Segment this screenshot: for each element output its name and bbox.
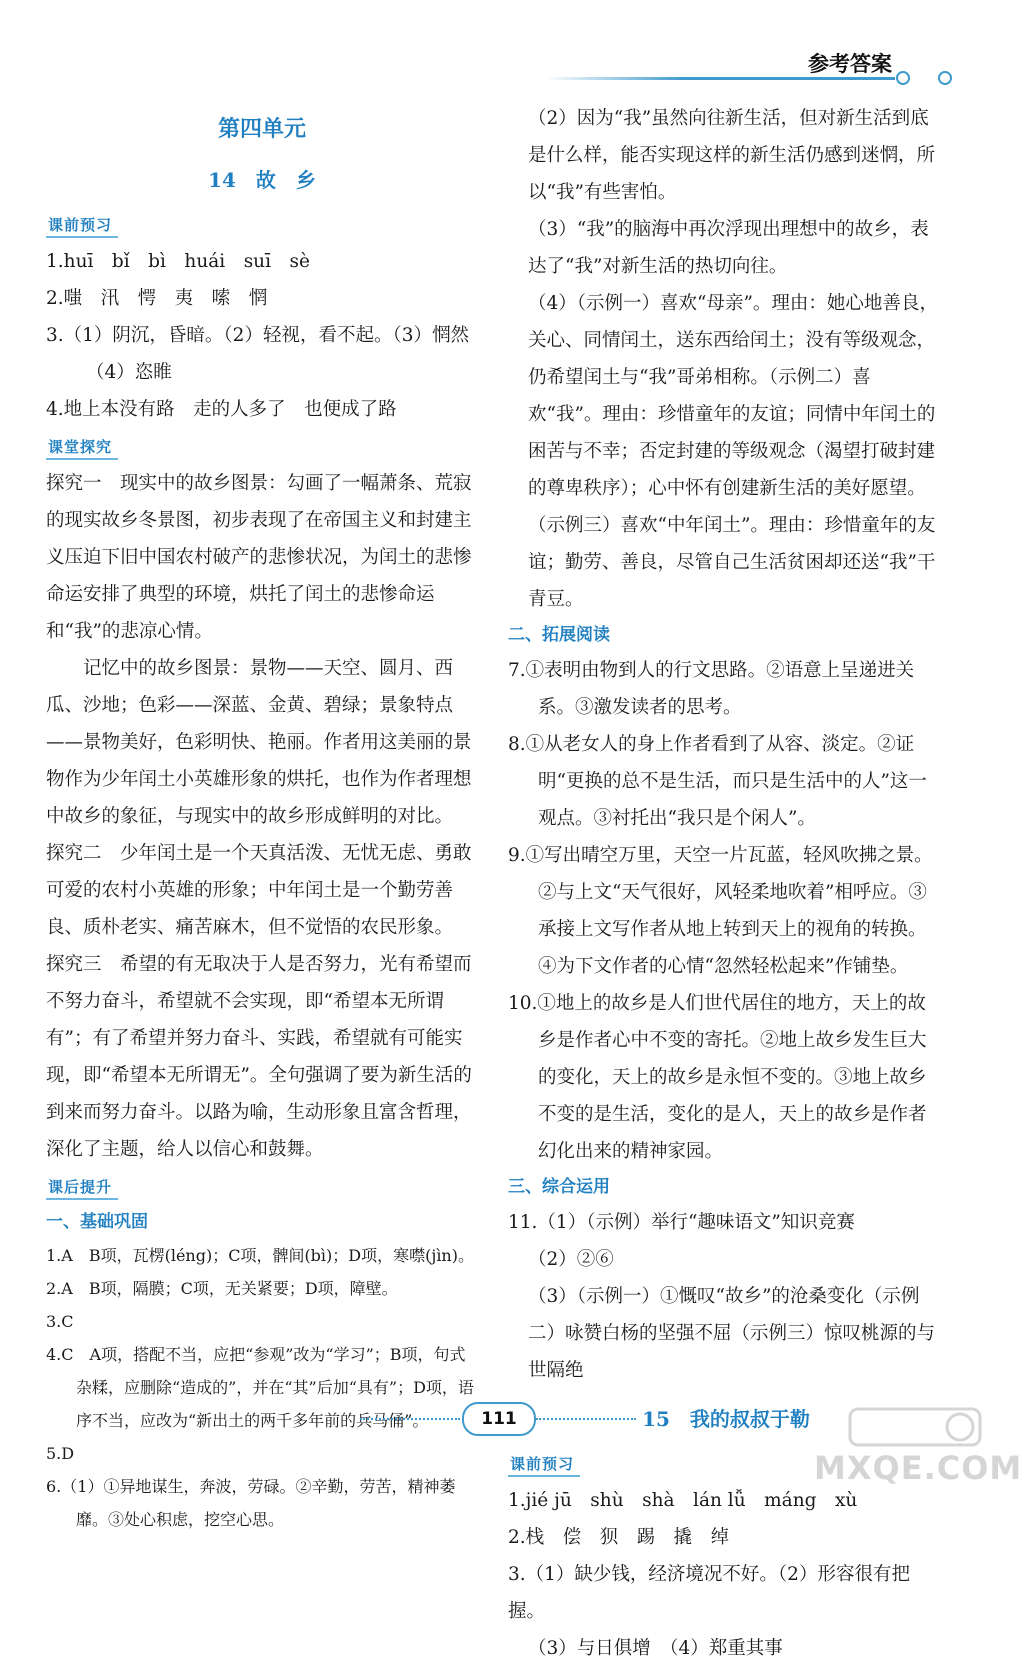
explore-one: 探究一 现实中的故乡图景：勾画了一幅萧条、荒寂的现实故乡冬景图，初步表现了在帝国主义和封建主义压迫下旧中国农村破产的悲惨状况，为闰土的悲惨命运安排了典型的环境，烘托了闰土的悲惨命运和“我”的悲凉心情。: [46, 473, 472, 642]
answer-line: 3.C: [46, 1312, 74, 1331]
explore-one-memory: 记忆中的故乡图景：景物——天空、圆月、西瓜、沙地；色彩——深蓝、金黄、碧绿；景象特点——景物美好，色彩明快、艳丽。作者用这美丽的景物作为少年闰土小英雄形象的烘托，也作为作者理想中故乡的象征，与现实中的故乡形成鲜明的对比。: [46, 658, 472, 827]
answer-line: 3.（1）缺少钱，经济境况不好。（2）形容很有把握。: [508, 1564, 910, 1622]
header-dot-2: [938, 71, 952, 85]
header-rule: [545, 77, 895, 80]
answer-line: 4.C A项，搭配不当，应把“参观”改为“学习”；B项，句式杂糅，应删除“造成的”，并在“其”后加“具有”；D项，语序不当，应改为“新出土的两千多年前的兵马俑”。: [46, 1345, 474, 1430]
answer-line: （3）“我”的脑海中再次浮现出理想中的故乡，表达了“我”对新生活的热切向往。: [528, 219, 929, 277]
answer-line: 8.①从老女人的身上作者看到了从容、淡定。②证明“更换的总不是生活，而只是生活中的人”这一观点。③衬托出“我只是个闲人”。: [508, 734, 927, 829]
answer-line: 7.①表明由物到人的行文思路。②语意上呈递进关系。③激发读者的思考。: [508, 660, 915, 718]
answer-line: 10.①地上的故乡是人们世代居住的地方，天上的故乡是作者心中不变的寄托。②地上故乡发生巨大的变化，天上的故乡是永恒不变的。③地上故乡不变的是生活，变化的是人，天上的故乡是作者幻化出来的精神家园。: [508, 993, 927, 1162]
class-explore-tag: 课堂探究: [46, 437, 118, 460]
answer-line: 4.地上本没有路 走的人多了 也便成了路: [46, 399, 397, 420]
extended-reading-title: 二、拓展阅读: [508, 625, 610, 645]
answer-line: 1.huī bǐ bì huái suī sè: [46, 251, 310, 272]
watermark-text: MXQE.COM: [814, 1449, 1022, 1487]
answer-line: （4）（示例一）喜欢“母亲”。理由：她心地善良，关心、同情闰土，送东西给闰土；没有等级观念，仍希望闰土与“我”哥弟相称。（示例二）喜欢“我”。理由：珍惜童年的友谊；同情中年闰土的困苦与不幸；否定封建的等级观念（渴望打破封建的尊卑秩序）；心中怀有创建新生活的美好愿望。（示例三）喜欢“中年闰土”。理由：珍惜童年的友谊；勤劳、善良，尽管自己生活贫困却还送“我”干青豆。: [528, 293, 938, 610]
answer-line: （2）②⑥: [528, 1249, 614, 1270]
explore-three: 探究三 希望的有无取决于人是否努力，光有希望而不努力奋斗，希望就不会实现，即“希望本无所谓有”；有了希望并努力奋斗、实践，希望就有可能实现，即“希望本无所谓无”。全句强调了要为新生活的到来而努力奋斗。以路为喻，生动形象且富含哲理，深化了主题，给人以信心和鼓舞。: [46, 954, 472, 1160]
answer-line: 3.（1）阴沉，昏暗。（2）轻视，看不起。（3）惘然: [46, 325, 469, 346]
watermark-stamp-icon: [810, 1405, 990, 1449]
explore-two: 探究二 少年闰土是一个天真活泼、无忧无虑、勇敢可爱的农村小英雄的形象；中年闰土是一个勤劳善良、质朴老实、痛苦麻木，但不觉悟的农民形象。: [46, 843, 472, 938]
watermark-logo: [810, 1405, 1022, 1487]
answer-line: 2.栈 偿 狈 踢 撬 绰: [508, 1527, 730, 1548]
lesson-15-title: 15 我的叔叔于勒: [642, 1407, 810, 1431]
answer-line: （4）恣睢: [86, 362, 172, 383]
header-dot-1: [896, 71, 910, 85]
answer-line: 6.（1）①异地谋生，奔波，劳碌。②辛勤，劳苦，精神萎靡。③处心积虑，挖空心思。: [46, 1477, 456, 1529]
lesson-title: 14 故 乡: [208, 168, 316, 192]
answer-line: 5.D: [46, 1444, 75, 1463]
unit-title: 第四单元: [217, 117, 306, 142]
left-column: [46, 100, 478, 1536]
pre-study-tag: 课前预习: [46, 215, 118, 238]
answer-line: 11.（1）（示例）举行“趣味语文”知识竞赛: [508, 1212, 855, 1233]
comprehensive-title: 三、综合运用: [508, 1177, 610, 1197]
footer-dots-left: [360, 1418, 460, 1420]
header-label: 参考答案: [808, 52, 892, 76]
answer-line: 2.A B项，隔膜；C项，无关紧要；D项，障壁。: [46, 1279, 398, 1298]
footer-dots-right: [536, 1418, 636, 1420]
basic-section-title: 一、基础巩固: [46, 1212, 148, 1232]
answer-line: 1.jié jū shù shà lán lǚ máng xù: [508, 1490, 858, 1511]
answer-line: 1.A B项，瓦楞(léng)；C项，髀间(bì)；D项，寒噤(jìn)。: [46, 1246, 474, 1265]
page-number: 111: [462, 1402, 536, 1436]
answer-line: 9.①写出晴空万里，天空一片瓦蓝，轻风吹拂之景。②与上文“天气很好，风轻柔地吹着”相呼应。③承接上文写作者从地上转到天上的视角的转换。④为下文作者的心情“忽然轻松起来”作铺垫。: [508, 845, 933, 977]
answer-line: 2.嗤 汛 愕 夷 嗦 惘: [46, 288, 268, 309]
answer-line: （3）（示例一）①慨叹“故乡”的沧桑变化（示例二）咏赞白杨的坚强不屈（示例三）惊叹桃源的与世隔绝: [528, 1286, 936, 1381]
answer-line: （3）与日俱增 （4）郑重其事: [528, 1638, 783, 1659]
pre-study-tag-15: 课前预习: [508, 1454, 580, 1477]
after-class-tag: 课后提升: [46, 1177, 118, 1200]
answer-line: （2）因为“我”虽然向往新生活，但对新生活到底是什么样，能否实现这样的新生活仍感到迷惘，所以“我”有些害怕。: [528, 108, 936, 203]
